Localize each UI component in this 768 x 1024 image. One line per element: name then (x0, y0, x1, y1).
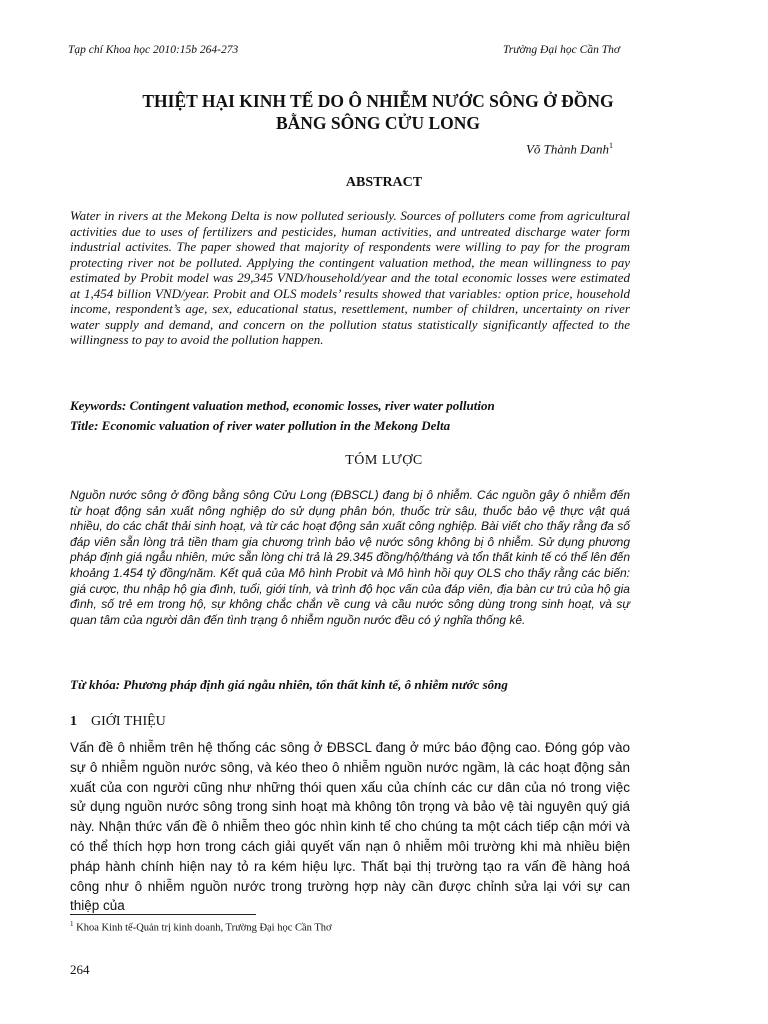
abstract-line: from agricultural activities due to uses of fertilizers and pesticides, human activities, and (70, 208, 631, 239)
abstract-line: untreated discharge water form industrial activites. The paper showed that majority of (70, 223, 630, 254)
summary-line: trình bảo vệ nước sông không bị ô nhiễm. Sử dụng phương pháp định giá ngẫu nhiên, (70, 534, 630, 565)
section-title: GIỚI THIỆU (91, 714, 166, 729)
abstract-line: resettlement, number of children, uncertainty on river water supply and demand, and (70, 301, 630, 332)
footnote-mark: 1 (70, 920, 74, 928)
summary-body (70, 488, 630, 628)
section-line: ra kém hiệu lực. Thất bại thị trường tạo ra vấn đề hàng hoá công như ô nhiễm (70, 858, 630, 894)
page-number: 264 (70, 962, 90, 977)
footnote-divider (70, 914, 256, 915)
section-body (70, 738, 630, 916)
abstract-line: variables: option price, household income, respondent’s age, sex, educational status, (70, 285, 630, 316)
title-line-2: BẰNG SÔNG CỬU LONG (275, 113, 481, 133)
title-line-1: THIỆT HẠI KINH TẾ DO Ô NHIỄM NƯỚC SÔNG Ở ĐỒNG (142, 91, 614, 111)
abstract-line: Probit model was 29,345 VND/household/year and the total economic losses were (140, 270, 577, 285)
paper-title (60, 90, 696, 134)
section-line: kinh tế cho chúng ta một cách tiếp cận mới và có thể thích hợp hơn trong cách giải (70, 819, 630, 854)
author-footnote-mark: 1 (609, 141, 613, 150)
summary-line: ô nhiễm đến từ hoạt động sản xuất nông nghiệp do sử dụng phân bón, thuốc trừ sâu, (70, 488, 631, 518)
journal-header: Tạp chí Khoa học 2010:15b 264-273 (68, 44, 239, 56)
abstract-line: concern on the pollution status statistically significantly affected to the willingness to pay (70, 316, 631, 347)
summary-line: các biến: giá cược, thu nhập hộ gia đình, tuổi, giới tính, và trình độ học vấn của đáp viên, (70, 565, 630, 596)
summary-line: thuốc bảo vệ thực vật quá nhiều, do các chất thải sinh hoạt, và từ các hoạt động sản xuất (70, 503, 630, 534)
section-heading (70, 714, 166, 730)
summary-line: Nguồn nước sông ở đồng bằng sông Cửu Long (ĐBSCL) đang bị ô nhiễm. Các nguồn gây (70, 488, 559, 502)
university-header: Trường Đại học Cần Thơ (503, 44, 620, 56)
abstract-body (70, 208, 630, 348)
section-line: góp vào sự ô nhiễm nguồn nước sông, và kéo theo ô nhiễm nguồn nước ngầm, là (70, 740, 630, 775)
abstract-line: to avoid the pollution happen. (167, 332, 324, 347)
abstract-line: estimated at 1,454 billion VND/year. Probit and OLS models’ results showed that (70, 270, 631, 301)
footnote (70, 920, 332, 934)
section-line: Vấn đề ô nhiễm trên hệ thống các sông ở ĐBSCL đang ở mức báo động cao. Đóng (70, 740, 578, 755)
author-name: Võ Thành Danh (525, 141, 609, 157)
summary-line: nguồn nước đều có ý nghĩa thống kê. (327, 612, 526, 627)
summary-line: địa bàn cư trú của hộ gia đình, số trẻ em trong hộ, sự không chắc chắn về cung và cầu (70, 581, 630, 612)
summary-line: nước sông dùng trong sinh hoạt, và sự quan tâm của người dân đến tình trạng ô nhiễm (70, 597, 630, 627)
section-number: 1 (70, 714, 77, 729)
abstract-heading: ABSTRACT (345, 175, 423, 190)
keywords-en: Keywords: Contingent valuation method, economic losses, river water pollution (70, 398, 495, 413)
section-line: cư dân của nó trong việc sử dụng nguồn nước sông trong sinh hoạt mà không tôn (70, 779, 630, 815)
abstract-line: Water in rivers at the Mekong Delta is now polluted seriously. Sources of polluters come (70, 208, 536, 223)
summary-line: 1.454 tỷ đồng/năm. Kết quả của Mô hình Probit và Mô hình hồi quy OLS cho thấy rằng (113, 565, 578, 580)
section-line: nguồn nước trong trường hợp này cần được chỉnh sửa lại với sự can thiệp của (70, 878, 630, 914)
english-title: Title: Economic valuation of river water pollution in the Mekong Delta (70, 418, 451, 433)
section-line: quyết vấn nạn ô nhiễm môi trường khi mà nhiều biện pháp hành chính hiện nay tỏ (70, 838, 630, 874)
summary-heading: TÓM LƯỢC (345, 453, 423, 468)
section-line: trọng và bảo vệ tài nguyên quý giá này. Nhận thức vấn đề ô nhiễm theo góc nhìn (70, 799, 630, 835)
abstract-line: Applying the contingent valuation method, the mean willingness to pay estimated by (70, 254, 630, 285)
keywords-vi: Từ khóa: Phương pháp định giá ngẫu nhiên, tổn thất kinh tế, ô nhiễm nước sông (70, 677, 508, 692)
abstract-line: respondents were willing to pay for the program protecting river not be polluted. (70, 239, 630, 270)
footnote-text: Khoa Kinh tế-Quản trị kinh doanh, Trường Đại học Cần Thơ (73, 922, 332, 934)
section-line: các hoạt động sản xuất của con người cũng như những thói quen xấu của chính các (70, 759, 630, 795)
summary-line: mức sẵn lòng chi trả là 29.345 đồng/hộ/tháng và tổn thất kinh tế có thể lên đến khoảng (70, 550, 631, 580)
author (526, 141, 613, 157)
summary-line: công nghiệp. Bài viết cho thấy rằng đa số đáp viên sẵn lòng trả tiền tham gia chương (70, 519, 630, 549)
